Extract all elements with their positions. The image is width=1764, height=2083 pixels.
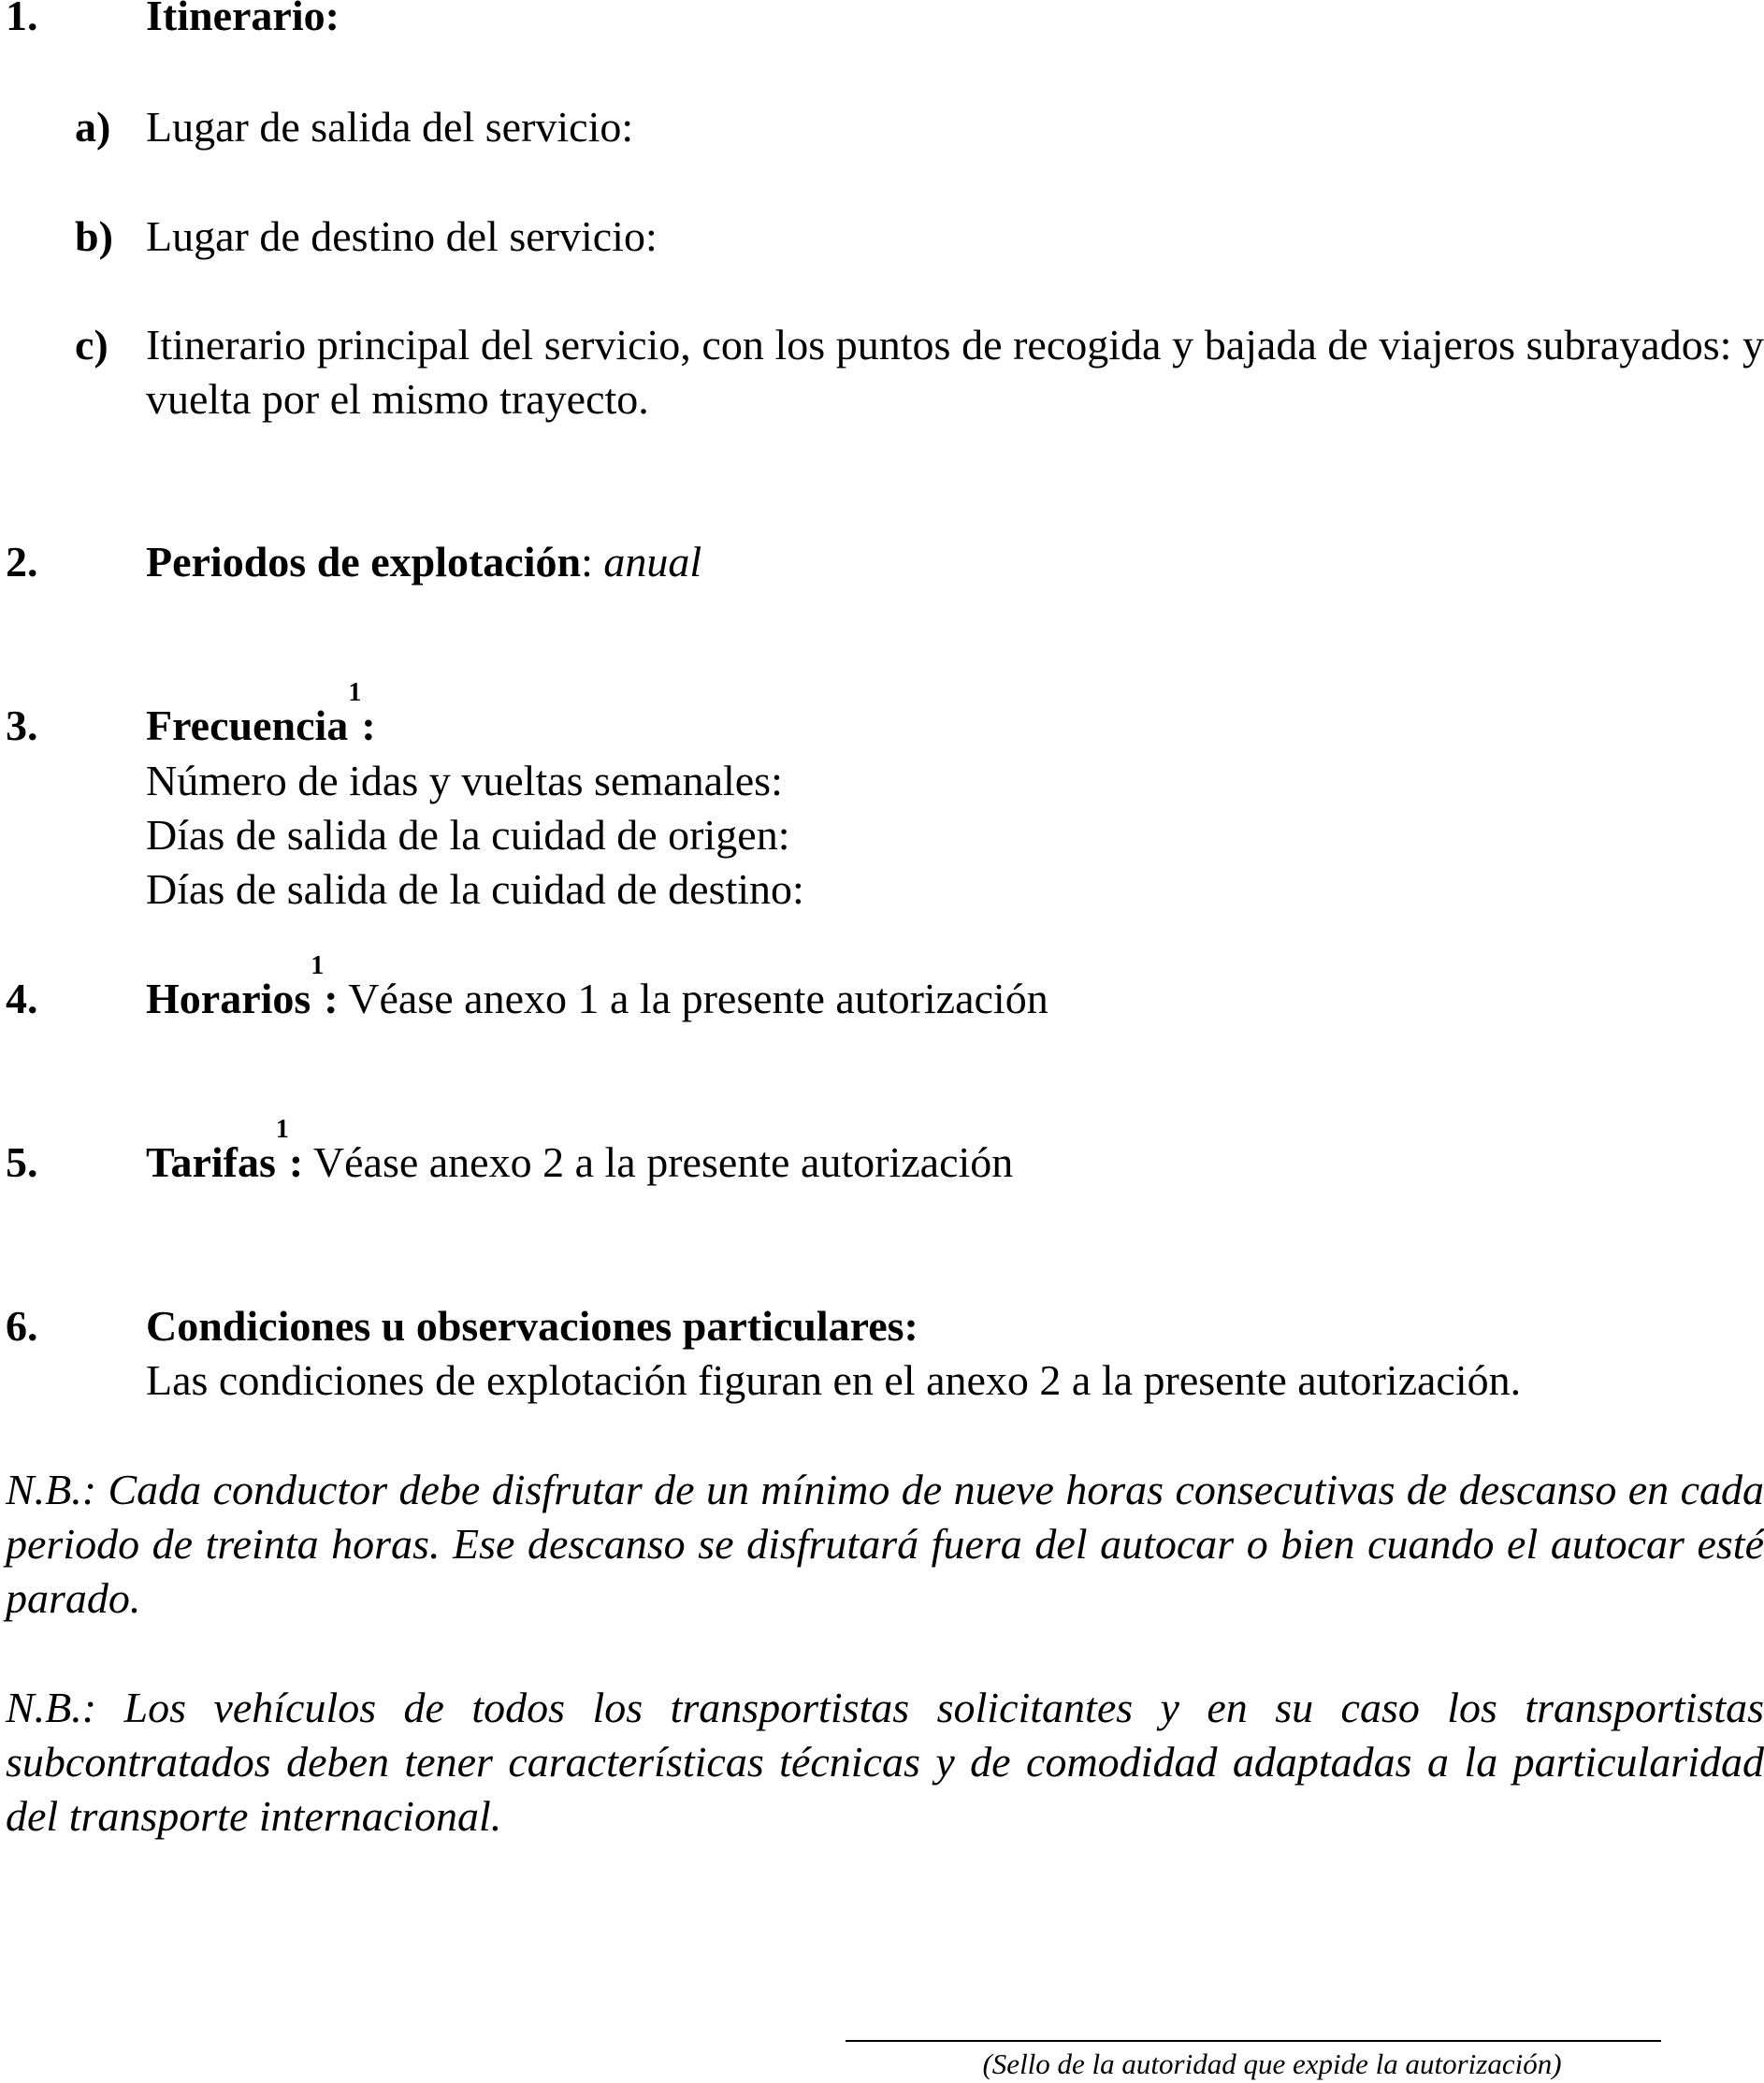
stamp-caption: (Sello de la autoridad que expide la autorización) — [982, 2047, 1562, 2080]
horarios-text: Véase anexo 1 a la presente autorización — [348, 975, 1048, 1022]
item-text: Itinerario principal del servicio, con los puntos de recogida y bajada de viajeros subrayados: y vuelta por el mismo trayecto. — [146, 321, 1764, 423]
note-paragraph: N.B.: Los vehículos de todos los transportistas solicitantes y en su caso los transportistas subcontratados deben tener características técnicas y de comodidad adaptadas a la particularidad del transporte internacional. — [6, 1684, 1764, 1840]
condiciones-text: Las condiciones de explotación figuran en el anexo 2 a la presente autorización. — [146, 1356, 1522, 1404]
frecuencia-line: Días de salida de la cuidad de origen: — [146, 811, 790, 859]
tarifas-text: Véase anexo 2 a la presente autorización — [312, 1138, 1014, 1186]
stamp-signature-line — [846, 2040, 1661, 2042]
heading-separator: : — [581, 538, 593, 586]
note-paragraph: N.B.: Cada conductor debe disfrutar de un mínimo de nueve horas consecutivas de descanso en cada periodo de treinta horas. Ese descanso se disfrutará fuera del autocar o bien cuando el autocar esté parado. — [6, 1466, 1764, 1622]
frecuencia-line: Días de salida de la cuidad de destino: — [146, 865, 804, 913]
section-heading-line — [146, 535, 701, 589]
heading-colon: : — [361, 702, 376, 749]
section-number: 3. — [6, 702, 38, 749]
item-letter: b) — [75, 212, 113, 260]
section-heading: Tarifas — [146, 1138, 276, 1186]
item-text: Lugar de destino del servicio: — [146, 212, 658, 260]
section-heading: Horarios — [146, 975, 311, 1022]
periodos-value: anual — [603, 538, 702, 586]
item-letter: a) — [75, 103, 111, 151]
footnote-marker: 1 — [311, 951, 325, 980]
heading-colon: : — [288, 1138, 304, 1186]
section-heading-line — [146, 951, 1048, 1026]
section-number: 6. — [6, 1302, 38, 1350]
item-letter: c) — [75, 321, 108, 369]
footnote-marker: 1 — [348, 678, 362, 707]
section-heading: Itinerario: — [146, 0, 340, 39]
section-number: 4. — [6, 975, 38, 1022]
section-heading: Frecuencia — [146, 702, 349, 749]
section-heading-line — [146, 678, 376, 753]
section-number: 2. — [6, 538, 38, 586]
section-heading-line — [146, 1115, 1014, 1190]
heading-colon: : — [324, 975, 339, 1022]
item-text: Lugar de salida del servicio: — [146, 103, 634, 151]
section-heading: Periodos de explotación — [146, 538, 582, 586]
section-number: 5. — [6, 1138, 38, 1186]
section-number: 1. — [6, 0, 38, 39]
frecuencia-line: Número de idas y vueltas semanales: — [146, 757, 783, 804]
footnote-marker: 1 — [275, 1115, 289, 1144]
section-heading: Condiciones u observaciones particulares: — [146, 1302, 918, 1350]
